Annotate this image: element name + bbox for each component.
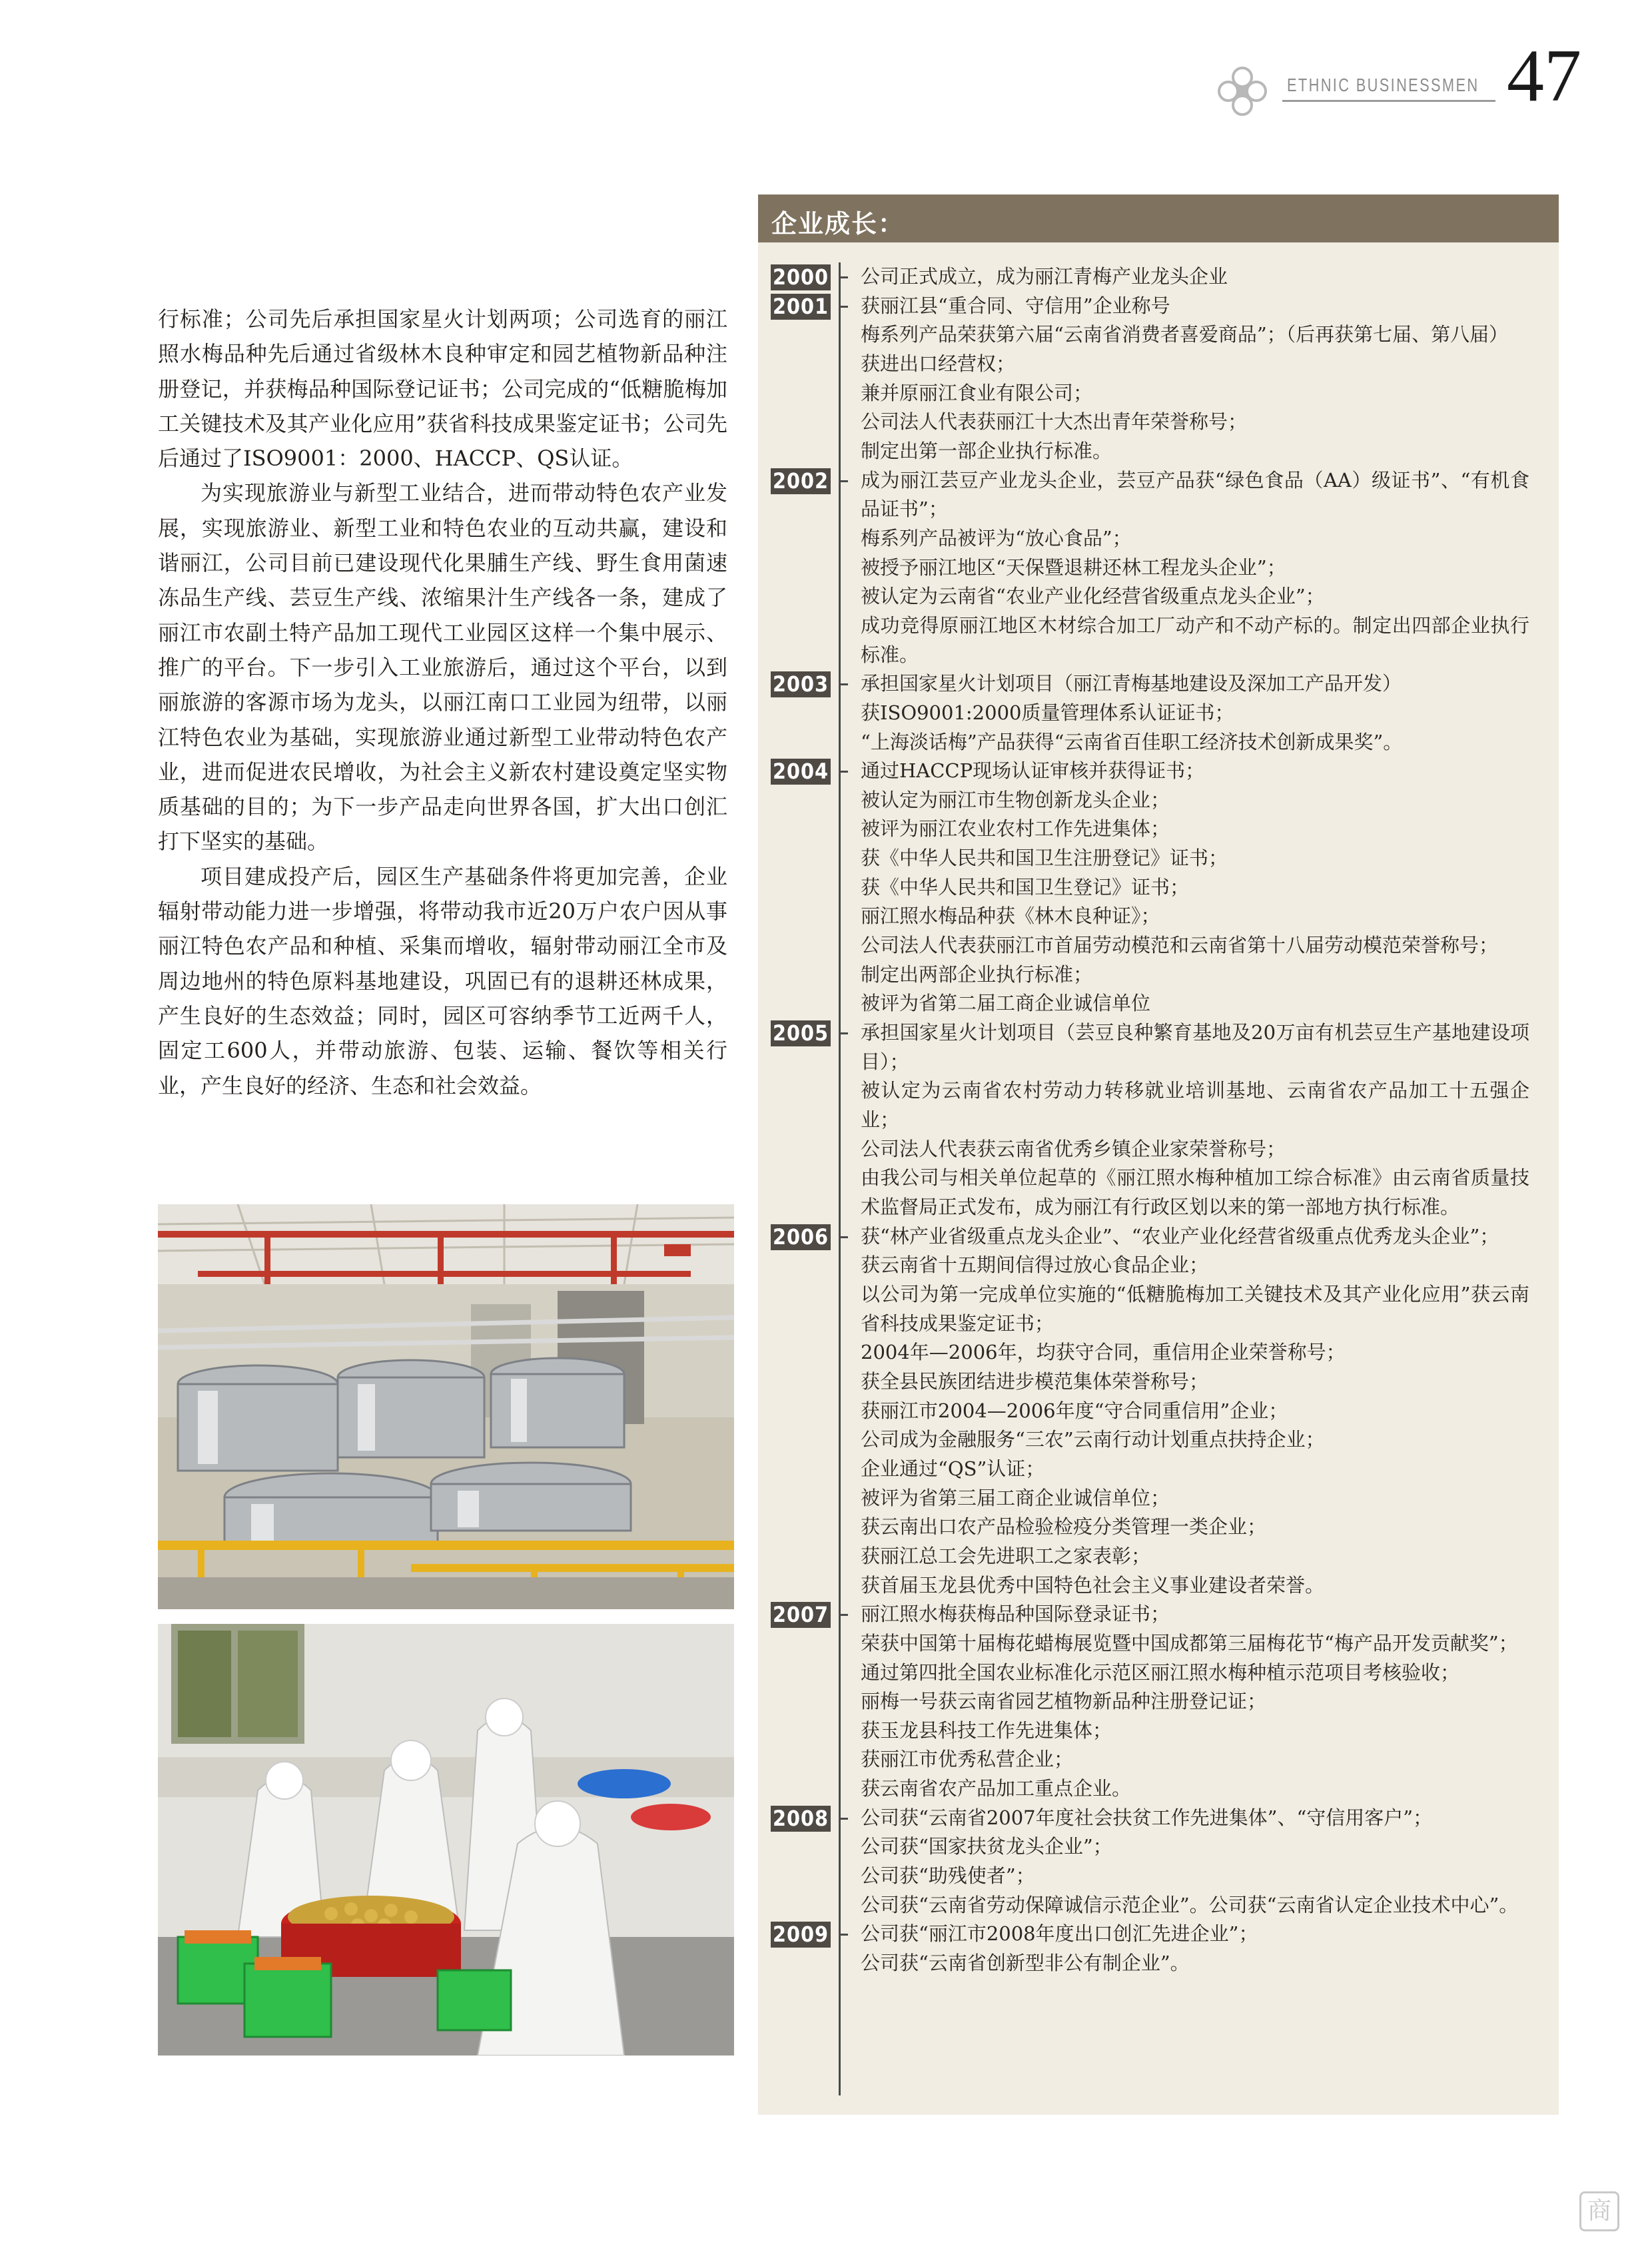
timeline-tick — [839, 771, 848, 773]
timeline-tick — [839, 276, 848, 278]
timeline-entry: 由我公司与相关单位起草的《丽江照水梅种植加工综合标准》由云南省质量技术监督局正式发布，成为丽江有行政区划以来的第一部地方执行标准。 — [861, 1166, 1529, 1218]
year-badge: 2007 — [771, 1602, 831, 1628]
timeline-entry: 公司获“云南省创新型非公有制企业”。 — [861, 1952, 1190, 1975]
timeline-entry: 被认定为云南省农村劳动力转移就业培训基地、云南省农产品加工十五强企业； — [861, 1079, 1529, 1132]
paragraph: 行标准；公司先后承担国家星火计划两项；公司选育的丽江照水梅品种先后通过省级林木良种审定和园艺植物新品种注册登记，并获梅品种国际登记证书；公司完成的“低糖脆梅加工关键技术及其产业化应用”获省科技成果鉴定证书；公司先后通过了ISO9001：2000、HACCP、QS认证。 — [158, 306, 727, 472]
timeline-entry: 获首届玉龙县优秀中国特色社会主义事业建设者荣誉。 — [861, 1573, 1325, 1597]
timeline-entry: 获全县民族团结进步模范集体荣誉称号； — [861, 1369, 1209, 1393]
timeline-entry: 被认定为云南省“农业产业化经营省级重点龙头企业”； — [861, 585, 1325, 608]
timeline-entry: 通过HACCP现场认证审核并获得证书； — [861, 759, 1205, 783]
timeline-entry: 被评为省第二届工商企业诚信单位 — [861, 992, 1151, 1015]
paragraph: 为实现旅游业与新型工业结合，进而带动特色农产业发展，实现旅游业、新型工业和特色农业的互动共赢，建设和谐丽江，公司目前已建设现代化果脯生产线、野生食用菌速冻品生产线、芸豆生产线、浓缩果汁生产线各一条，建成了丽江市农副土特产品加工现代工业园区这样一个集中展示、推广的平台。下一步引入工业旅游后，通过这个平台，以到丽旅游的客源市场为龙头，以丽江南口工业园为纽带，以丽江特色农业为基础，实现旅游业通过新型工业带动特色农产业，进而促进农民增收，为社会主义新农村建设奠定坚实物质基础的目的；为下一步产品走向世界各国，扩大出口创汇打下坚实的基础。 — [158, 480, 727, 855]
timeline-entry: 梅系列产品荣获第六届“云南省消费者喜爱商品”；（后再获第七届、第八届） — [861, 323, 1509, 346]
timeline-entry: 承担国家星火计划项目（芸豆良种繁育基地及20万亩有机芸豆生产基地建设项目）； — [861, 1021, 1529, 1073]
timeline-entry: 制定出两部企业执行标准； — [861, 962, 1093, 986]
panel-title: 企业成长： — [771, 209, 905, 238]
timeline-entry: 被评为省第三届工商企业诚信单位； — [861, 1486, 1170, 1509]
timeline-entry: 获《中华人民共和国卫生注册登记》证书； — [861, 847, 1228, 870]
timeline-entry: 制定出第一部企业执行标准。 — [861, 439, 1112, 462]
timeline-entry: 承担国家星火计划项目（丽江青梅基地建设及深加工产品开发） — [861, 672, 1402, 695]
paragraph: 项目建成投产后，园区生产基础条件将更加完善，企业辐射带动能力进一步增强，将带动我市近20万户农户因从事丽江特色农产品和种植、采集而增收，辐射带动丽江全市及周边地州的特色原料基地建设，巩固已有的退耕还林成果，产生良好的生态效益；同时，园区可容纳季节工近两千人，固定工600人，并带动旅游、包装、运输、餐饮等相关行业，产生良好的经济、生态和社会效益。 — [158, 863, 727, 1098]
timeline-entry: 被授予丽江地区“天保暨退耕还林工程龙头企业”； — [861, 556, 1286, 579]
timeline-entry: 获进出口经营权； — [861, 352, 1016, 375]
year-badge: 2003 — [771, 671, 831, 697]
header-rule — [1282, 100, 1495, 102]
year-badge: 2005 — [771, 1020, 831, 1046]
year-badge: 2006 — [771, 1224, 831, 1250]
timeline-entry: 获云南省农产品加工重点企业。 — [861, 1777, 1132, 1800]
timeline-entry: 公司法人代表获云南省优秀乡镇企业家荣誉称号； — [861, 1137, 1286, 1160]
timeline-entry: 以公司为第一完成单位实施的“低糖脆梅加工关键技术及其产业化应用”获云南省科技成果鉴定证书； — [861, 1282, 1529, 1335]
timeline-entry: 获玉龙县科技工作先进集体； — [861, 1718, 1112, 1742]
timeline-entry: 丽梅一号获云南省园艺植物新品种注册登记证； — [861, 1690, 1267, 1713]
timeline-entry: 获ISO9001:2000质量管理体系认证证书； — [861, 701, 1234, 724]
growth-timeline-panel — [758, 194, 1559, 2115]
timeline-entry: 公司法人代表获丽江十大杰出青年荣誉称号； — [861, 410, 1248, 434]
year-badge: 2001 — [771, 294, 831, 320]
timeline-entry: 被评为丽江农业农村工作先进集体； — [861, 817, 1170, 841]
timeline-entry: 获云南出口农产品检验检疫分类管理一类企业； — [861, 1515, 1267, 1539]
timeline-line — [839, 262, 841, 2095]
year-badge: 2002 — [771, 468, 831, 494]
ornament-emblem-icon — [1212, 61, 1272, 121]
timeline-tick — [839, 480, 848, 482]
timeline-tick — [839, 1614, 848, 1616]
timeline-entry: 梅系列产品被评为“放心食品”； — [861, 526, 1132, 550]
timeline-tick — [839, 683, 848, 685]
timeline-entry: “上海淡话梅”产品获得“云南省百佳职工经济技术创新成果奖”。 — [861, 730, 1403, 753]
timeline-entry: 公司法人代表获丽江市首届劳动模范和云南省第十八届劳动模范荣誉称号； — [861, 934, 1499, 957]
timeline-entry: 公司成为金融服务“三农”云南行动计划重点扶持企业； — [861, 1428, 1325, 1451]
year-badge: 2004 — [771, 759, 831, 785]
year-badge: 2008 — [771, 1806, 831, 1832]
timeline-entry: 兼并原丽江食业有限公司； — [861, 381, 1093, 404]
timeline-entry: 公司正式成立，成为丽江青梅产业龙头企业 — [861, 265, 1228, 288]
factory-tanks-photo — [158, 1204, 734, 1609]
timeline-entry: 获“林产业省级重点龙头企业”、“农业产业化经营省级重点优秀龙头企业”； — [861, 1224, 1499, 1248]
article-body — [158, 302, 727, 1103]
timeline-entry: 公司获“助残使者”； — [861, 1864, 1035, 1888]
timeline-entry: 公司获“国家扶贫龙头企业”； — [861, 1835, 1112, 1858]
timeline-entry: 获《中华人民共和国卫生登记》证书； — [861, 875, 1190, 899]
panel-header — [758, 194, 1559, 242]
timeline-entry: 获丽江县“重合同、守信用”企业称号 — [861, 294, 1170, 317]
timeline-entry: 公司获“丽江市2008年度出口创汇先进企业”； — [861, 1922, 1258, 1946]
timeline-entry: 企业通过“QS”认证； — [861, 1457, 1045, 1480]
timeline-entry: 获丽江市2004—2006年度“守合同重信用”企业； — [861, 1399, 1288, 1422]
timeline-entry: 通过第四批全国农业标准化示范区丽江照水梅种植示范项目考核验收； — [861, 1661, 1460, 1684]
timeline-tick — [839, 1934, 848, 1936]
timeline-entry: 公司获“云南省2007年度社会扶贫工作先进集体”、“守信用客户”； — [861, 1806, 1433, 1829]
timeline-entry: 获丽江市优秀私营企业； — [861, 1748, 1074, 1771]
timeline-entry: 被认定为丽江市生物创新龙头企业； — [861, 788, 1170, 811]
workers-sorting-plums-photo — [158, 1624, 734, 2055]
timeline-tick — [839, 1236, 848, 1238]
timeline-tick — [839, 1032, 848, 1034]
year-badge: 2009 — [771, 1922, 831, 1948]
timeline-tick — [839, 306, 848, 308]
timeline-entry: 获丽江总工会先进职工之家表彰； — [861, 1544, 1151, 1567]
timeline-entry: 获云南省十五期间信得过放心食品企业； — [861, 1254, 1209, 1277]
timeline-entry: 丽江照水梅品种获《林木良种证》； — [861, 905, 1160, 928]
timeline-entry: 丽江照水梅获梅品种国际登录证书； — [861, 1603, 1170, 1626]
timeline-entry: 2004年—2006年，均获守合同，重信用企业荣誉称号； — [861, 1341, 1346, 1364]
timeline-entry: 成为丽江芸豆产业龙头企业，芸豆产品获“绿色食品（AA）级证书”、“有机食品证书”； — [861, 468, 1529, 521]
timeline-entry: 成功竞得原丽江地区木材综合加工厂动产和不动产标的。制定出四部企业执行标准。 — [861, 613, 1529, 666]
timeline-entry: 公司获“云南省劳动保障诚信示范企业”。公司获“云南省认定企业技术中心”。 — [861, 1893, 1519, 1916]
year-badge: 2000 — [771, 264, 831, 290]
watermark-seal: 商 — [1579, 2191, 1619, 2231]
timeline-entry: 荣获中国第十届梅花蜡梅展览暨中国成都第三届梅花节“梅产品开发贡献奖”； — [861, 1631, 1518, 1655]
timeline-entries — [861, 262, 1529, 1978]
magazine-name: ETHNIC BUSINESSMEN — [1287, 75, 1479, 95]
timeline-tick — [839, 1818, 848, 1820]
page-number: 47 — [1507, 35, 1581, 117]
